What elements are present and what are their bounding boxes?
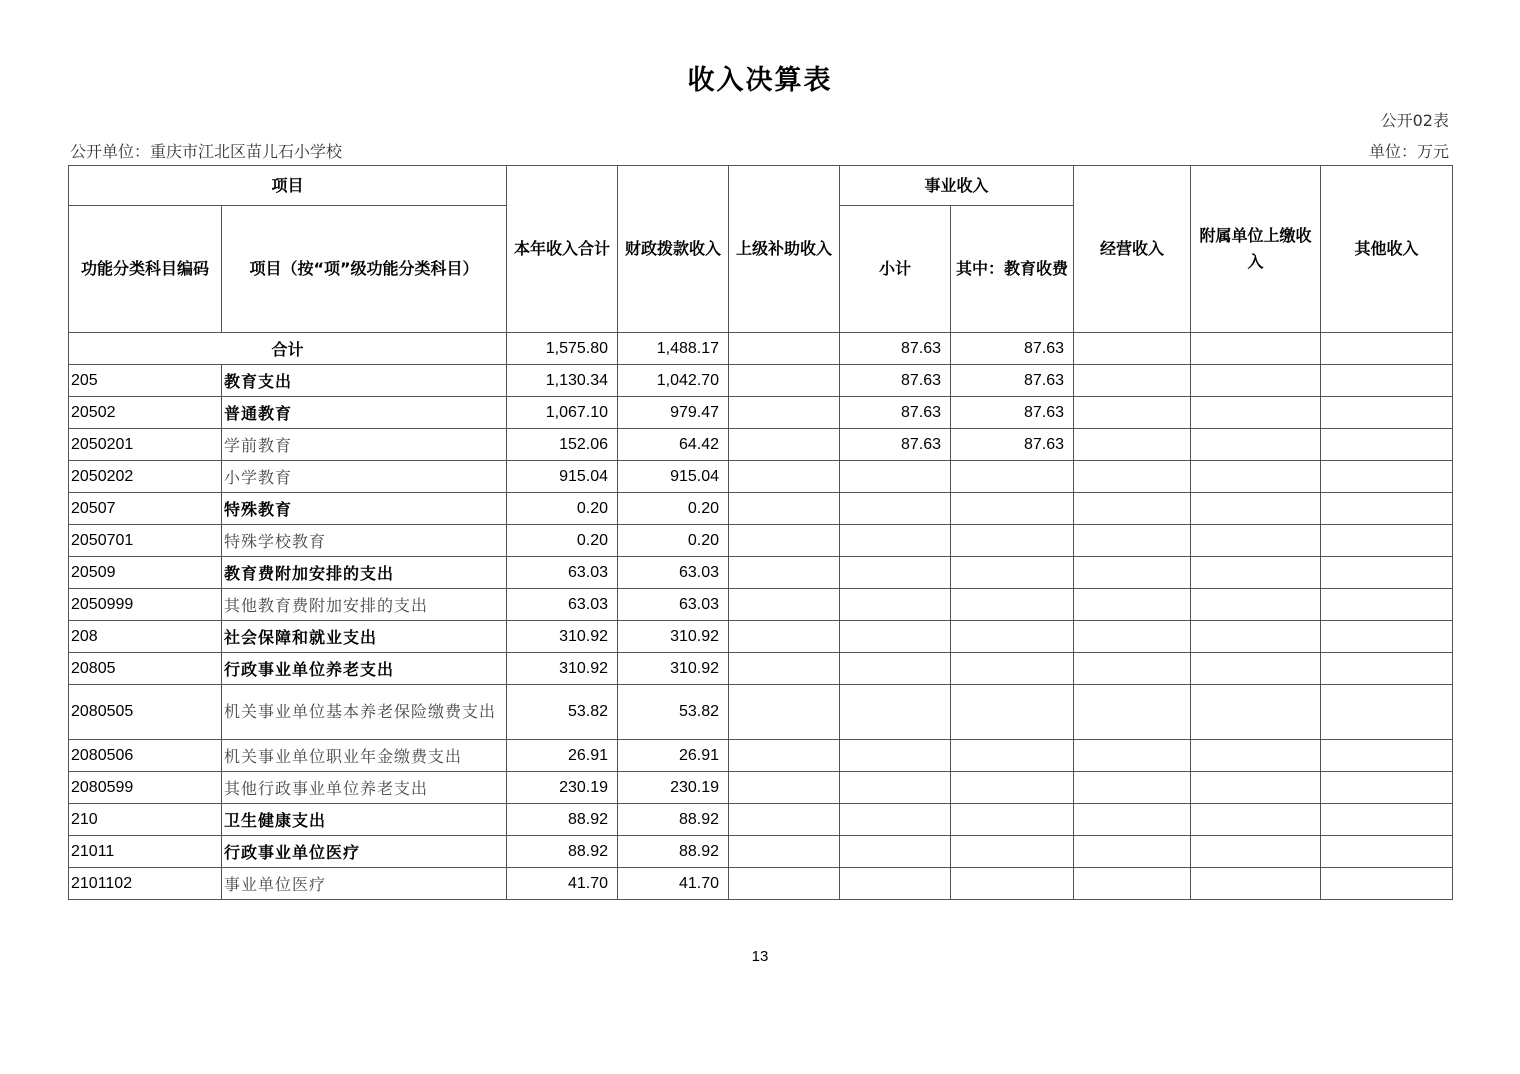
row-operating xyxy=(1074,804,1191,836)
row-superior xyxy=(729,836,840,868)
row-total: 1,130.34 xyxy=(507,365,618,397)
row-other xyxy=(1321,429,1453,461)
table-row xyxy=(69,836,1453,868)
row-fiscal: 310.92 xyxy=(618,621,729,653)
row-fiscal: 88.92 xyxy=(618,804,729,836)
row-subtotal xyxy=(840,653,951,685)
row-total: 310.92 xyxy=(507,653,618,685)
row-code: 20502 xyxy=(69,397,222,429)
row-other xyxy=(1321,493,1453,525)
row-other xyxy=(1321,525,1453,557)
row-superior xyxy=(729,429,840,461)
row-operating xyxy=(1074,653,1191,685)
table-row xyxy=(69,429,1453,461)
row-subtotal xyxy=(840,589,951,621)
row-code: 2050701 xyxy=(69,525,222,557)
row-operating xyxy=(1074,397,1191,429)
table-row xyxy=(69,493,1453,525)
row-total: 88.92 xyxy=(507,836,618,868)
row-fiscal: 53.82 xyxy=(618,685,729,740)
row-edu-fee: 87.63 xyxy=(951,429,1074,461)
table-row xyxy=(69,772,1453,804)
row-edu-fee xyxy=(951,621,1074,653)
total-edu-fee: 87.63 xyxy=(951,333,1074,365)
row-name: 机关事业单位职业年金缴费支出 xyxy=(222,740,507,772)
header-total: 本年收入合计 xyxy=(507,166,618,333)
row-subtotal: 87.63 xyxy=(840,397,951,429)
row-superior xyxy=(729,740,840,772)
row-code: 2080599 xyxy=(69,772,222,804)
header-other: 其他收入 xyxy=(1321,166,1453,333)
row-name: 机关事业单位基本养老保险缴费支出 xyxy=(222,685,507,740)
row-subtotal xyxy=(840,525,951,557)
row-total: 88.92 xyxy=(507,804,618,836)
row-superior xyxy=(729,685,840,740)
table-row xyxy=(69,365,1453,397)
total-other xyxy=(1321,333,1453,365)
table-row xyxy=(69,868,1453,900)
row-affiliated xyxy=(1191,772,1321,804)
row-fiscal: 310.92 xyxy=(618,653,729,685)
row-other xyxy=(1321,557,1453,589)
row-other xyxy=(1321,397,1453,429)
row-other xyxy=(1321,836,1453,868)
unit-line xyxy=(70,139,1449,161)
row-other xyxy=(1321,653,1453,685)
row-subtotal xyxy=(840,621,951,653)
row-edu-fee: 87.63 xyxy=(951,397,1074,429)
row-fiscal: 26.91 xyxy=(618,740,729,772)
row-name: 卫生健康支出 xyxy=(222,804,507,836)
row-subtotal xyxy=(840,772,951,804)
row-subtotal xyxy=(840,461,951,493)
currency-unit: 单位：万元 xyxy=(1368,142,1449,161)
row-affiliated xyxy=(1191,653,1321,685)
header-affiliated: 附属单位上缴收入 xyxy=(1191,166,1321,333)
row-code: 21011 xyxy=(69,836,222,868)
row-operating xyxy=(1074,365,1191,397)
row-total: 230.19 xyxy=(507,772,618,804)
row-affiliated xyxy=(1191,461,1321,493)
row-subtotal xyxy=(840,804,951,836)
row-total: 0.20 xyxy=(507,493,618,525)
row-subtotal xyxy=(840,868,951,900)
income-table xyxy=(68,165,1453,900)
row-operating xyxy=(1074,429,1191,461)
page-number: 13 xyxy=(751,948,769,965)
row-other xyxy=(1321,365,1453,397)
total-total: 1,575.80 xyxy=(507,333,618,365)
row-affiliated xyxy=(1191,836,1321,868)
row-name: 学前教育 xyxy=(222,429,507,461)
row-subtotal: 87.63 xyxy=(840,429,951,461)
row-edu-fee xyxy=(951,772,1074,804)
table-row xyxy=(69,653,1453,685)
row-code: 2080506 xyxy=(69,740,222,772)
row-fiscal: 88.92 xyxy=(618,836,729,868)
row-other xyxy=(1321,621,1453,653)
table-row xyxy=(69,525,1453,557)
row-total: 53.82 xyxy=(507,685,618,740)
row-code: 2080505 xyxy=(69,685,222,740)
row-superior xyxy=(729,557,840,589)
row-fiscal: 63.03 xyxy=(618,589,729,621)
row-affiliated xyxy=(1191,589,1321,621)
row-operating xyxy=(1074,493,1191,525)
total-label: 合计 xyxy=(69,333,507,365)
row-other xyxy=(1321,740,1453,772)
row-code: 2050201 xyxy=(69,429,222,461)
row-operating xyxy=(1074,772,1191,804)
header-name: 项目（按“项”级功能分类科目） xyxy=(222,206,507,333)
row-subtotal xyxy=(840,836,951,868)
row-name: 其他教育费附加安排的支出 xyxy=(222,589,507,621)
row-code: 205 xyxy=(69,365,222,397)
row-operating xyxy=(1074,868,1191,900)
row-superior xyxy=(729,461,840,493)
row-total: 310.92 xyxy=(507,621,618,653)
row-fiscal: 0.20 xyxy=(618,493,729,525)
form-number: 公开02表 xyxy=(1380,111,1449,130)
row-affiliated xyxy=(1191,429,1321,461)
row-name: 其他行政事业单位养老支出 xyxy=(222,772,507,804)
row-subtotal xyxy=(840,685,951,740)
table-row xyxy=(69,589,1453,621)
row-affiliated xyxy=(1191,397,1321,429)
row-operating xyxy=(1074,557,1191,589)
row-operating xyxy=(1074,836,1191,868)
row-edu-fee xyxy=(951,804,1074,836)
row-affiliated xyxy=(1191,804,1321,836)
row-affiliated xyxy=(1191,365,1321,397)
total-fiscal: 1,488.17 xyxy=(618,333,729,365)
row-fiscal: 64.42 xyxy=(618,429,729,461)
row-subtotal xyxy=(840,557,951,589)
total-row xyxy=(69,333,1453,365)
row-fiscal: 1,042.70 xyxy=(618,365,729,397)
row-operating xyxy=(1074,685,1191,740)
row-other xyxy=(1321,868,1453,900)
row-affiliated xyxy=(1191,493,1321,525)
row-other xyxy=(1321,772,1453,804)
row-affiliated xyxy=(1191,868,1321,900)
row-total: 63.03 xyxy=(507,589,618,621)
row-name: 特殊学校教育 xyxy=(222,525,507,557)
header-business: 事业收入 xyxy=(840,166,1074,206)
row-code: 2050999 xyxy=(69,589,222,621)
row-other xyxy=(1321,461,1453,493)
row-affiliated xyxy=(1191,740,1321,772)
total-subtotal: 87.63 xyxy=(840,333,951,365)
table-row xyxy=(69,685,1453,740)
row-name: 行政事业单位医疗 xyxy=(222,836,507,868)
row-affiliated xyxy=(1191,685,1321,740)
row-edu-fee xyxy=(951,461,1074,493)
table-row xyxy=(69,804,1453,836)
header-project: 项目 xyxy=(69,166,507,206)
row-superior xyxy=(729,525,840,557)
row-code: 2050202 xyxy=(69,461,222,493)
row-fiscal: 63.03 xyxy=(618,557,729,589)
row-total: 63.03 xyxy=(507,557,618,589)
row-fiscal: 979.47 xyxy=(618,397,729,429)
row-edu-fee xyxy=(951,685,1074,740)
row-affiliated xyxy=(1191,557,1321,589)
row-fiscal: 0.20 xyxy=(618,525,729,557)
table-row xyxy=(69,740,1453,772)
row-affiliated xyxy=(1191,621,1321,653)
row-name: 特殊教育 xyxy=(222,493,507,525)
row-edu-fee xyxy=(951,740,1074,772)
row-superior xyxy=(729,804,840,836)
header-code: 功能分类科目编码 xyxy=(69,206,222,333)
table-row xyxy=(69,461,1453,493)
row-subtotal xyxy=(840,493,951,525)
row-other xyxy=(1321,685,1453,740)
row-edu-fee xyxy=(951,836,1074,868)
row-other xyxy=(1321,589,1453,621)
row-fiscal: 230.19 xyxy=(618,772,729,804)
row-operating xyxy=(1074,621,1191,653)
total-superior xyxy=(729,333,840,365)
row-total: 152.06 xyxy=(507,429,618,461)
row-code: 20509 xyxy=(69,557,222,589)
row-other xyxy=(1321,804,1453,836)
row-name: 教育费附加安排的支出 xyxy=(222,557,507,589)
row-name: 事业单位医疗 xyxy=(222,868,507,900)
header-operating: 经营收入 xyxy=(1074,166,1191,333)
row-name: 社会保障和就业支出 xyxy=(222,621,507,653)
header-superior: 上级补助收入 xyxy=(729,166,840,333)
row-name: 教育支出 xyxy=(222,365,507,397)
row-superior xyxy=(729,868,840,900)
row-superior xyxy=(729,397,840,429)
row-total: 26.91 xyxy=(507,740,618,772)
row-name: 普通教育 xyxy=(222,397,507,429)
row-superior xyxy=(729,621,840,653)
total-affiliated xyxy=(1191,333,1321,365)
row-total: 915.04 xyxy=(507,461,618,493)
row-edu-fee xyxy=(951,868,1074,900)
row-superior xyxy=(729,493,840,525)
row-edu-fee xyxy=(951,557,1074,589)
row-operating xyxy=(1074,740,1191,772)
row-total: 41.70 xyxy=(507,868,618,900)
table-row xyxy=(69,621,1453,653)
row-subtotal: 87.63 xyxy=(840,365,951,397)
row-total: 0.20 xyxy=(507,525,618,557)
row-operating xyxy=(1074,589,1191,621)
row-affiliated xyxy=(1191,525,1321,557)
header-subtotal: 小计 xyxy=(840,206,951,333)
row-name: 行政事业单位养老支出 xyxy=(222,653,507,685)
row-code: 210 xyxy=(69,804,222,836)
row-fiscal: 41.70 xyxy=(618,868,729,900)
table-row xyxy=(69,557,1453,589)
header-fiscal: 财政拨款收入 xyxy=(618,166,729,333)
row-code: 20507 xyxy=(69,493,222,525)
row-edu-fee: 87.63 xyxy=(951,365,1074,397)
page-title: 收入决算表 xyxy=(687,65,833,96)
row-superior xyxy=(729,653,840,685)
table-row xyxy=(69,397,1453,429)
row-code: 208 xyxy=(69,621,222,653)
header-edu-fee: 其中：教育收费 xyxy=(951,206,1074,333)
reporting-unit: 公开单位：重庆市江北区苗儿石小学校 xyxy=(70,142,343,161)
row-code: 20805 xyxy=(69,653,222,685)
row-fiscal: 915.04 xyxy=(618,461,729,493)
row-edu-fee xyxy=(951,525,1074,557)
row-edu-fee xyxy=(951,589,1074,621)
row-edu-fee xyxy=(951,653,1074,685)
row-name: 小学教育 xyxy=(222,461,507,493)
row-superior xyxy=(729,772,840,804)
row-operating xyxy=(1074,525,1191,557)
row-superior xyxy=(729,589,840,621)
row-total: 1,067.10 xyxy=(507,397,618,429)
row-code: 2101102 xyxy=(69,868,222,900)
row-operating xyxy=(1074,461,1191,493)
row-superior xyxy=(729,365,840,397)
row-subtotal xyxy=(840,740,951,772)
total-operating xyxy=(1074,333,1191,365)
row-edu-fee xyxy=(951,493,1074,525)
